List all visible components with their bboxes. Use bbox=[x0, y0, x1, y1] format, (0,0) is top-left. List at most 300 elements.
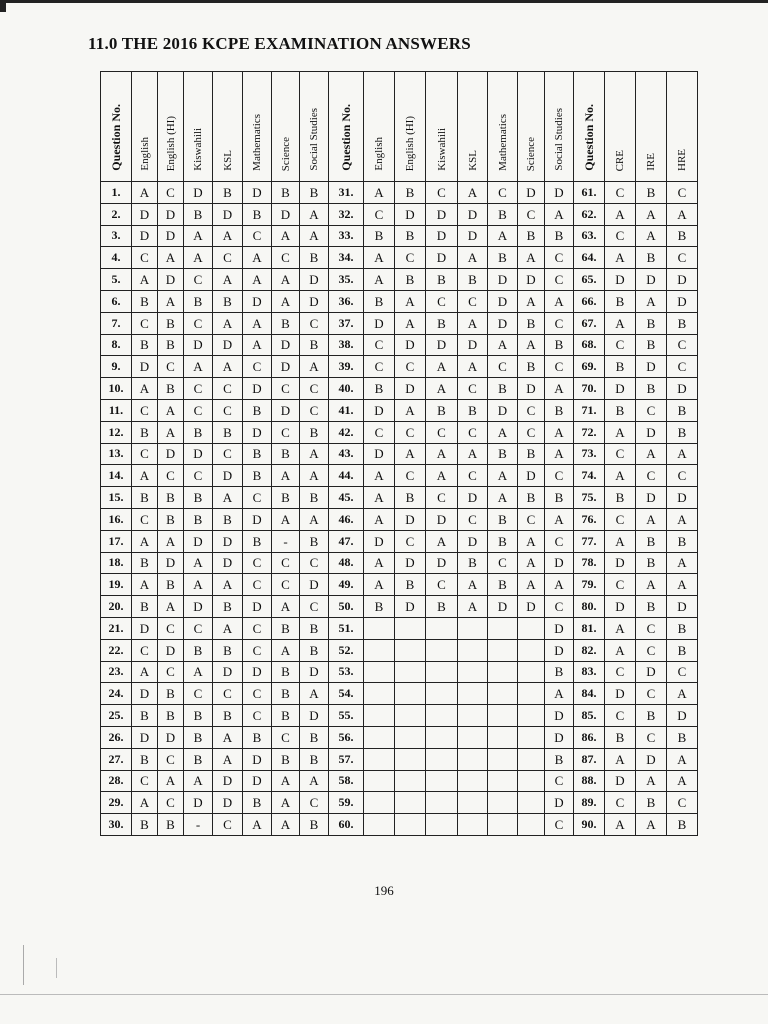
answer-cell: B bbox=[132, 596, 158, 618]
answer-cell bbox=[364, 661, 395, 683]
answer-cell: B bbox=[300, 530, 329, 552]
answer-cell bbox=[364, 726, 395, 748]
question-number-cell: 43. bbox=[329, 443, 364, 465]
answer-cell bbox=[395, 617, 426, 639]
answer-cell: C bbox=[184, 465, 213, 487]
answer-cell: D bbox=[395, 596, 426, 618]
answer-cell: B bbox=[605, 399, 636, 421]
answer-cell: D bbox=[300, 574, 329, 596]
answer-cell: D bbox=[636, 421, 667, 443]
answer-cell bbox=[426, 617, 458, 639]
answer-cell: D bbox=[213, 770, 243, 792]
answer-cell: A bbox=[300, 203, 329, 225]
answer-cell: C bbox=[184, 312, 213, 334]
answer-cell: C bbox=[605, 792, 636, 814]
answer-cell: D bbox=[184, 530, 213, 552]
question-number-cell: 35. bbox=[329, 269, 364, 291]
answer-cell: A bbox=[243, 814, 272, 836]
answer-cell: D bbox=[158, 552, 184, 574]
answer-cell: C bbox=[184, 683, 213, 705]
answer-cell: B bbox=[458, 552, 488, 574]
answer-cell: A bbox=[300, 225, 329, 247]
table-row bbox=[101, 290, 698, 312]
answer-cell: C bbox=[243, 487, 272, 509]
answer-cell: C bbox=[184, 617, 213, 639]
answer-cell: D bbox=[605, 596, 636, 618]
answer-cell: A bbox=[300, 508, 329, 530]
answer-cell: A bbox=[636, 443, 667, 465]
answer-cell bbox=[488, 770, 518, 792]
answer-cell: A bbox=[213, 225, 243, 247]
answer-cell bbox=[518, 792, 545, 814]
answer-cell: D bbox=[426, 225, 458, 247]
question-number-cell: 26. bbox=[101, 726, 132, 748]
question-number-cell: 78. bbox=[574, 552, 605, 574]
answer-cell: B bbox=[132, 334, 158, 356]
answer-cell: A bbox=[184, 225, 213, 247]
answer-cell: B bbox=[364, 225, 395, 247]
answer-cell bbox=[488, 726, 518, 748]
question-number-cell: 7. bbox=[101, 312, 132, 334]
answer-cell: D bbox=[184, 182, 213, 204]
answer-cell: C bbox=[636, 726, 667, 748]
question-number-cell: 66. bbox=[574, 290, 605, 312]
answer-cell: B bbox=[545, 661, 574, 683]
question-number-cell: 40. bbox=[329, 378, 364, 400]
question-number-cell: 61. bbox=[574, 182, 605, 204]
answer-cell: A bbox=[272, 465, 300, 487]
answer-cell bbox=[458, 661, 488, 683]
answer-cell bbox=[364, 683, 395, 705]
answer-cell: C bbox=[132, 312, 158, 334]
answer-cell: D bbox=[426, 334, 458, 356]
answer-cell: C bbox=[667, 247, 698, 269]
answer-cell bbox=[488, 814, 518, 836]
answer-cell: B bbox=[272, 617, 300, 639]
answer-cell: B bbox=[667, 617, 698, 639]
answer-cell: B bbox=[184, 748, 213, 770]
answer-cell: B bbox=[426, 269, 458, 291]
answer-cell: A bbox=[605, 530, 636, 552]
answer-cell: A bbox=[458, 574, 488, 596]
answer-cell: C bbox=[518, 421, 545, 443]
answer-cell: D bbox=[605, 683, 636, 705]
answer-cell: A bbox=[518, 247, 545, 269]
answer-cell: C bbox=[636, 399, 667, 421]
answer-cell: A bbox=[488, 421, 518, 443]
table-row bbox=[101, 225, 698, 247]
answer-cell: C bbox=[243, 639, 272, 661]
answer-cell: A bbox=[272, 269, 300, 291]
column-header-label: HRE bbox=[676, 149, 688, 171]
answer-cell: B bbox=[545, 334, 574, 356]
answer-cell: A bbox=[545, 421, 574, 443]
column-header bbox=[545, 72, 574, 182]
answer-cell: A bbox=[605, 639, 636, 661]
question-number-cell: 48. bbox=[329, 552, 364, 574]
answer-cell: D bbox=[667, 596, 698, 618]
answer-cell: D bbox=[488, 290, 518, 312]
answer-cell bbox=[426, 748, 458, 770]
answer-cell bbox=[395, 683, 426, 705]
column-header-label: Kiswahili bbox=[192, 128, 204, 171]
answer-cell: D bbox=[636, 661, 667, 683]
answer-cell: D bbox=[243, 508, 272, 530]
answer-cell: D bbox=[364, 530, 395, 552]
answer-cell: B bbox=[184, 203, 213, 225]
question-number-cell: 58. bbox=[329, 770, 364, 792]
answer-cell: A bbox=[545, 378, 574, 400]
question-number-cell: 5. bbox=[101, 269, 132, 291]
answer-cell: A bbox=[132, 661, 158, 683]
answer-cell: C bbox=[132, 399, 158, 421]
answer-cell: C bbox=[213, 378, 243, 400]
answer-cell: B bbox=[518, 487, 545, 509]
answer-cell: A bbox=[488, 225, 518, 247]
answer-cell: B bbox=[132, 487, 158, 509]
answer-cell: A bbox=[636, 508, 667, 530]
table-row bbox=[101, 334, 698, 356]
question-number-cell: 22. bbox=[101, 639, 132, 661]
answer-cell: A bbox=[636, 814, 667, 836]
scan-line bbox=[0, 994, 768, 995]
answer-cell: C bbox=[488, 182, 518, 204]
answer-cell: C bbox=[364, 421, 395, 443]
answer-cell: B bbox=[184, 726, 213, 748]
answer-cell: C bbox=[184, 399, 213, 421]
answer-cell: B bbox=[636, 182, 667, 204]
answer-cell: C bbox=[605, 508, 636, 530]
answer-cell: A bbox=[458, 356, 488, 378]
column-header bbox=[184, 72, 213, 182]
answer-cell: B bbox=[426, 596, 458, 618]
answer-cell: B bbox=[243, 399, 272, 421]
column-header bbox=[488, 72, 518, 182]
answer-cell: - bbox=[272, 530, 300, 552]
column-header bbox=[426, 72, 458, 182]
answer-cell: B bbox=[667, 530, 698, 552]
column-header bbox=[518, 72, 545, 182]
answer-cell: C bbox=[426, 182, 458, 204]
answer-cell: A bbox=[213, 574, 243, 596]
answer-cell: B bbox=[184, 421, 213, 443]
answer-cell: A bbox=[272, 639, 300, 661]
answer-cell: B bbox=[605, 290, 636, 312]
question-number-cell: 20. bbox=[101, 596, 132, 618]
answer-cell: C bbox=[605, 182, 636, 204]
answer-cell: B bbox=[364, 290, 395, 312]
answer-cell: D bbox=[243, 661, 272, 683]
answer-cell: D bbox=[243, 290, 272, 312]
answer-cell: A bbox=[636, 290, 667, 312]
question-number-cell: 77. bbox=[574, 530, 605, 552]
answer-cell: A bbox=[426, 443, 458, 465]
answer-cell: A bbox=[667, 748, 698, 770]
answer-cell: A bbox=[458, 182, 488, 204]
answer-cell: D bbox=[426, 508, 458, 530]
answer-cell: D bbox=[518, 596, 545, 618]
answer-cell: B bbox=[243, 443, 272, 465]
answer-cell: B bbox=[395, 269, 426, 291]
answer-cell: A bbox=[184, 552, 213, 574]
answer-cell: A bbox=[158, 770, 184, 792]
answer-cell: C bbox=[458, 465, 488, 487]
answer-cell: A bbox=[272, 290, 300, 312]
answer-cell: B bbox=[605, 726, 636, 748]
answer-cell: A bbox=[667, 508, 698, 530]
answer-cell: A bbox=[395, 290, 426, 312]
question-number-cell: 41. bbox=[329, 399, 364, 421]
answer-cell: A bbox=[213, 312, 243, 334]
answer-cell: D bbox=[545, 617, 574, 639]
question-number-cell: 15. bbox=[101, 487, 132, 509]
answer-cell: B bbox=[300, 487, 329, 509]
answer-cell: D bbox=[518, 269, 545, 291]
answer-cell: A bbox=[667, 443, 698, 465]
answer-cell bbox=[395, 792, 426, 814]
answer-cell: A bbox=[488, 334, 518, 356]
answer-cell: A bbox=[545, 443, 574, 465]
answer-cell: C bbox=[667, 182, 698, 204]
table-row bbox=[101, 596, 698, 618]
answer-cell: A bbox=[364, 465, 395, 487]
answer-cell: C bbox=[395, 530, 426, 552]
answer-cell: D bbox=[667, 290, 698, 312]
answer-cell: D bbox=[272, 334, 300, 356]
answer-cell: D bbox=[667, 269, 698, 291]
answer-cell bbox=[518, 770, 545, 792]
column-header bbox=[132, 72, 158, 182]
answer-cell: A bbox=[518, 334, 545, 356]
answer-cell: C bbox=[158, 182, 184, 204]
answer-cell: D bbox=[545, 726, 574, 748]
table-row bbox=[101, 421, 698, 443]
column-header bbox=[605, 72, 636, 182]
question-number-cell: 73. bbox=[574, 443, 605, 465]
question-number-cell: 14. bbox=[101, 465, 132, 487]
answer-cell: B bbox=[488, 530, 518, 552]
answer-cell: A bbox=[458, 596, 488, 618]
question-number-cell: 16. bbox=[101, 508, 132, 530]
answer-cell: B bbox=[158, 814, 184, 836]
answer-cell bbox=[458, 705, 488, 727]
question-number-cell: 83. bbox=[574, 661, 605, 683]
answer-cell: A bbox=[426, 378, 458, 400]
answer-cell: D bbox=[426, 552, 458, 574]
answer-cell: A bbox=[132, 574, 158, 596]
question-number-cell: 59. bbox=[329, 792, 364, 814]
answer-cell: C bbox=[426, 574, 458, 596]
answer-cell: D bbox=[243, 182, 272, 204]
question-number-cell: 69. bbox=[574, 356, 605, 378]
question-number-cell: 46. bbox=[329, 508, 364, 530]
answer-cell: D bbox=[364, 443, 395, 465]
answer-cell: B bbox=[272, 748, 300, 770]
answer-cell: B bbox=[636, 334, 667, 356]
answer-cell: A bbox=[243, 334, 272, 356]
answer-cell: A bbox=[158, 247, 184, 269]
answer-cell: D bbox=[132, 726, 158, 748]
answer-cell: B bbox=[426, 399, 458, 421]
answer-cell: B bbox=[158, 378, 184, 400]
answer-cell: B bbox=[300, 334, 329, 356]
column-header-label: English bbox=[373, 137, 385, 171]
scan-mark bbox=[56, 958, 57, 978]
answer-cell: A bbox=[364, 182, 395, 204]
answer-cell: B bbox=[300, 748, 329, 770]
answer-cell: B bbox=[636, 530, 667, 552]
answer-cell: C bbox=[272, 574, 300, 596]
answer-cell: B bbox=[213, 290, 243, 312]
table-row bbox=[101, 508, 698, 530]
answer-cell: A bbox=[395, 312, 426, 334]
answer-cell: D bbox=[518, 182, 545, 204]
answer-cell: D bbox=[488, 269, 518, 291]
answer-cell: A bbox=[667, 683, 698, 705]
answer-cell: C bbox=[132, 639, 158, 661]
answer-cell: B bbox=[667, 421, 698, 443]
answer-cell: B bbox=[667, 814, 698, 836]
question-number-cell: 62. bbox=[574, 203, 605, 225]
question-number-cell: 63. bbox=[574, 225, 605, 247]
answer-cell: C bbox=[300, 399, 329, 421]
question-number-cell: 37. bbox=[329, 312, 364, 334]
question-number-cell: 1. bbox=[101, 182, 132, 204]
answer-cell: B bbox=[272, 312, 300, 334]
answer-cell: B bbox=[184, 639, 213, 661]
answer-cell: C bbox=[364, 203, 395, 225]
question-number-cell: 4. bbox=[101, 247, 132, 269]
answer-cell: C bbox=[243, 552, 272, 574]
answer-cell: D bbox=[636, 269, 667, 291]
answer-cell: B bbox=[300, 421, 329, 443]
answer-cell: A bbox=[395, 443, 426, 465]
answer-cell: C bbox=[132, 770, 158, 792]
answer-cell: A bbox=[158, 530, 184, 552]
answer-cell: A bbox=[213, 269, 243, 291]
answer-cell: C bbox=[132, 443, 158, 465]
answer-cell: A bbox=[605, 465, 636, 487]
answer-cell: B bbox=[132, 814, 158, 836]
answer-cell: D bbox=[364, 399, 395, 421]
answer-cell: B bbox=[158, 508, 184, 530]
column-header bbox=[329, 72, 364, 182]
answer-cell: D bbox=[395, 508, 426, 530]
page-title: 11.0 THE 2016 KCPE EXAMINATION ANSWERS bbox=[88, 34, 471, 53]
answer-cell: C bbox=[667, 792, 698, 814]
question-number-cell: 23. bbox=[101, 661, 132, 683]
answer-cell: B bbox=[300, 247, 329, 269]
answer-cell: B bbox=[213, 596, 243, 618]
answer-cell: C bbox=[213, 247, 243, 269]
answer-cell: C bbox=[545, 465, 574, 487]
answer-cell: A bbox=[184, 574, 213, 596]
answer-cell: D bbox=[213, 465, 243, 487]
answer-cell: D bbox=[158, 443, 184, 465]
answer-cell: A bbox=[518, 574, 545, 596]
answer-cell: C bbox=[158, 748, 184, 770]
answer-cell bbox=[518, 639, 545, 661]
column-header-label: English (HI) bbox=[164, 115, 177, 171]
answer-cell bbox=[518, 814, 545, 836]
answer-cell bbox=[364, 792, 395, 814]
answer-cell: A bbox=[243, 269, 272, 291]
answer-cell: D bbox=[158, 269, 184, 291]
answer-cell: C bbox=[426, 487, 458, 509]
answer-cell: D bbox=[545, 639, 574, 661]
answer-cell: B bbox=[395, 225, 426, 247]
question-number-cell: 10. bbox=[101, 378, 132, 400]
answer-cell: D bbox=[184, 443, 213, 465]
table-row bbox=[101, 203, 698, 225]
answer-cell: C bbox=[132, 247, 158, 269]
answer-cell: A bbox=[426, 465, 458, 487]
answer-cell bbox=[458, 814, 488, 836]
question-number-cell: 89. bbox=[574, 792, 605, 814]
table-row bbox=[101, 530, 698, 552]
column-header bbox=[636, 72, 667, 182]
answer-cell bbox=[518, 617, 545, 639]
answer-cell: A bbox=[667, 574, 698, 596]
answer-cell: A bbox=[300, 770, 329, 792]
answer-cell bbox=[488, 792, 518, 814]
answer-cell: B bbox=[132, 421, 158, 443]
answer-cell: C bbox=[213, 443, 243, 465]
answer-cell: B bbox=[545, 748, 574, 770]
question-number-cell: 29. bbox=[101, 792, 132, 814]
answer-cell: A bbox=[605, 312, 636, 334]
answer-cell: B bbox=[132, 748, 158, 770]
question-number-cell: 56. bbox=[329, 726, 364, 748]
question-number-cell: 30. bbox=[101, 814, 132, 836]
answer-cell: D bbox=[667, 378, 698, 400]
question-number-cell: 55. bbox=[329, 705, 364, 727]
answer-cell: A bbox=[300, 356, 329, 378]
answer-cell: B bbox=[488, 574, 518, 596]
answer-cell: D bbox=[636, 356, 667, 378]
answer-cell: A bbox=[213, 748, 243, 770]
question-number-cell: 67. bbox=[574, 312, 605, 334]
answer-cell: A bbox=[184, 770, 213, 792]
answer-cell: A bbox=[636, 574, 667, 596]
answer-cell: B bbox=[636, 378, 667, 400]
answer-cell: A bbox=[458, 443, 488, 465]
answer-cell bbox=[395, 726, 426, 748]
page-number: 196 bbox=[374, 883, 394, 898]
answer-cell: C bbox=[243, 705, 272, 727]
answer-cell: A bbox=[132, 269, 158, 291]
column-header-label: Mathematics bbox=[251, 114, 263, 171]
answer-cell: B bbox=[243, 726, 272, 748]
answer-cell: D bbox=[300, 269, 329, 291]
table-row bbox=[101, 792, 698, 814]
answer-cell: C bbox=[213, 399, 243, 421]
answer-cell: A bbox=[272, 596, 300, 618]
answer-cell: D bbox=[488, 596, 518, 618]
answer-cell: C bbox=[605, 574, 636, 596]
question-number-cell: 24. bbox=[101, 683, 132, 705]
answer-cell: D bbox=[458, 334, 488, 356]
answer-cell: B bbox=[395, 574, 426, 596]
answer-cell: C bbox=[545, 356, 574, 378]
question-number-cell: 72. bbox=[574, 421, 605, 443]
question-number-cell: 38. bbox=[329, 334, 364, 356]
question-number-cell: 32. bbox=[329, 203, 364, 225]
answer-cell bbox=[426, 814, 458, 836]
answer-cell: B bbox=[300, 617, 329, 639]
answer-cell: A bbox=[605, 247, 636, 269]
answer-cell: A bbox=[158, 290, 184, 312]
